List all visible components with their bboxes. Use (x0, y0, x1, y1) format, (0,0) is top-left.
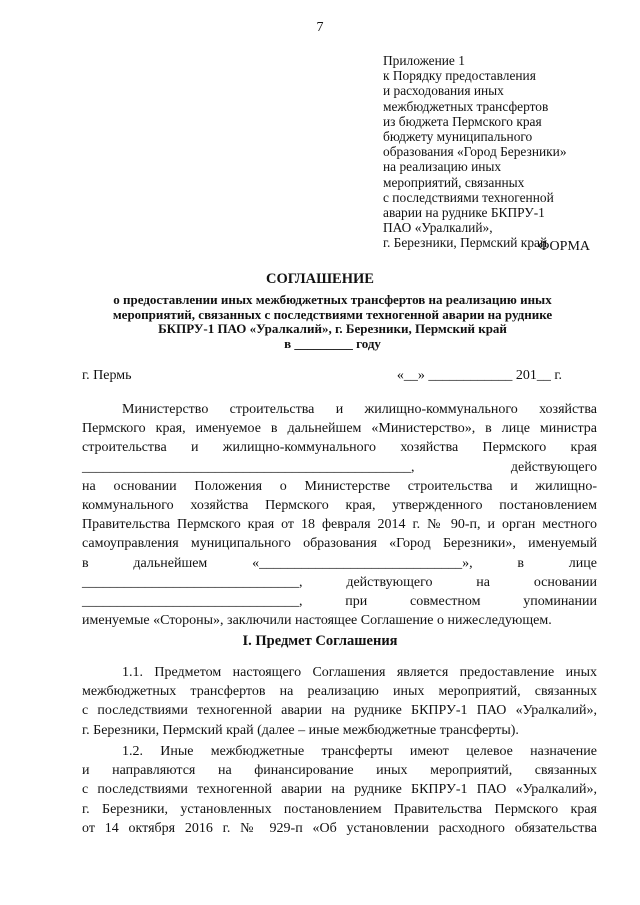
annex-line: и расходования иных (383, 83, 504, 99)
annex-line: Приложение 1 (383, 53, 465, 68)
page-number: 7 (316, 20, 324, 35)
document-subtitle (70, 293, 595, 351)
text-line: именуемые «Стороны», заключили настоящее Соглашение о нижеследующем. (82, 613, 552, 629)
annex-line: бюджету муниципального (383, 129, 533, 145)
subtitle-line: БКПРУ-1 ПАО «Уралкалий», г. Березники, Пермский край (158, 321, 507, 336)
annex-line: межбюджетных трансфертов (383, 98, 549, 114)
text-line: 1.2. Иные межбюджетные трансферты имеют целевое назначение (122, 744, 597, 759)
text-line: самоуправления муниципального образования «Город Березники», именуемый (82, 536, 597, 552)
date-blank: «__» ____________ 201__ г. (396, 368, 562, 383)
text-line: _______________________________________________, действующего (82, 459, 597, 475)
annex-line: мероприятий, связанных (383, 174, 525, 190)
text-line: Министерство строительства и жилищно-коммунального хозяйства (122, 402, 597, 417)
annex-line: из бюджета Пермского края (383, 113, 542, 129)
document-title: СОГЛАШЕНИЕ (266, 271, 374, 287)
subtitle-line: о предоставлении иных межбюджетных трансфертов на реализацию иных (113, 292, 552, 307)
text-line: с последствиями техногенной аварии на руднике БКПРУ-1 ПАО «Уралкалий», (82, 782, 597, 798)
text-line: строительства и жилищно-коммунального хозяйства Пермского края (82, 440, 597, 456)
text-line: г. Березники, Пермский край (далее – иные межбюджетные трансферты). (82, 722, 519, 738)
text-line: коммунального хозяйства Пермского края, утвержденного постановлением (82, 498, 597, 514)
subtitle-line: в _________ году (284, 335, 381, 351)
text-line: от 14 октября 2016 г. № 929-п «Об установлении расходного обязательства (82, 820, 597, 836)
text-line: Правительства Пермского края от 18 февраля 2014 г. № 90-п, и орган местного (82, 517, 597, 533)
text-line: с последствиями техногенной аварии на руднике БКПРУ-1 ПАО «Уралкалий», (82, 703, 597, 719)
annex-line: аварии на руднике БКПРУ-1 (383, 205, 545, 221)
annex-line: на реализацию иных (383, 159, 502, 175)
preamble-paragraph (82, 400, 597, 630)
annex-line: образования «Город Березники» (383, 144, 567, 160)
annex-block (383, 53, 567, 251)
text-line: Пермского края, именуемое в дальнейшем «Министерство», в лице министра (82, 421, 597, 437)
text-line: г. Березники, установленных постановлением Правительства Пермского края (82, 801, 597, 817)
section-heading: I. Предмет Соглашения (242, 633, 398, 649)
annex-line: с последствиями техногенной (383, 189, 554, 205)
annex-line: г. Березники, Пермский край (383, 235, 548, 251)
text-line: 1.1. Предметом настоящего Соглашения является предоставление иных (122, 665, 597, 680)
text-line: _______________________________, при совместном упоминании (82, 594, 597, 610)
annex-line: к Порядку предоставления (383, 68, 536, 84)
place-of-signing: г. Пермь (82, 368, 132, 383)
subtitle-line: мероприятий, связанных с последствиями техногенной аварии на руднике (112, 306, 553, 322)
text-line: _______________________________, действующего на основании (82, 574, 597, 590)
text-line: на основании Положения о Министерстве строительства и жилищно- (82, 478, 597, 494)
text-line: и направляются на финансирование иных мероприятий, связанных (82, 763, 597, 779)
form-label: ФОРМА (538, 239, 590, 254)
annex-line: ПАО «Уралкалий», (383, 220, 493, 236)
text-line: в дальнейшем «_____________________________», в лице (82, 555, 597, 571)
text-line: межбюджетных трансфертов на реализацию иных мероприятий, связанных (82, 684, 597, 700)
paragraph-1-1 (82, 663, 597, 740)
paragraph-1-2 (82, 742, 597, 838)
